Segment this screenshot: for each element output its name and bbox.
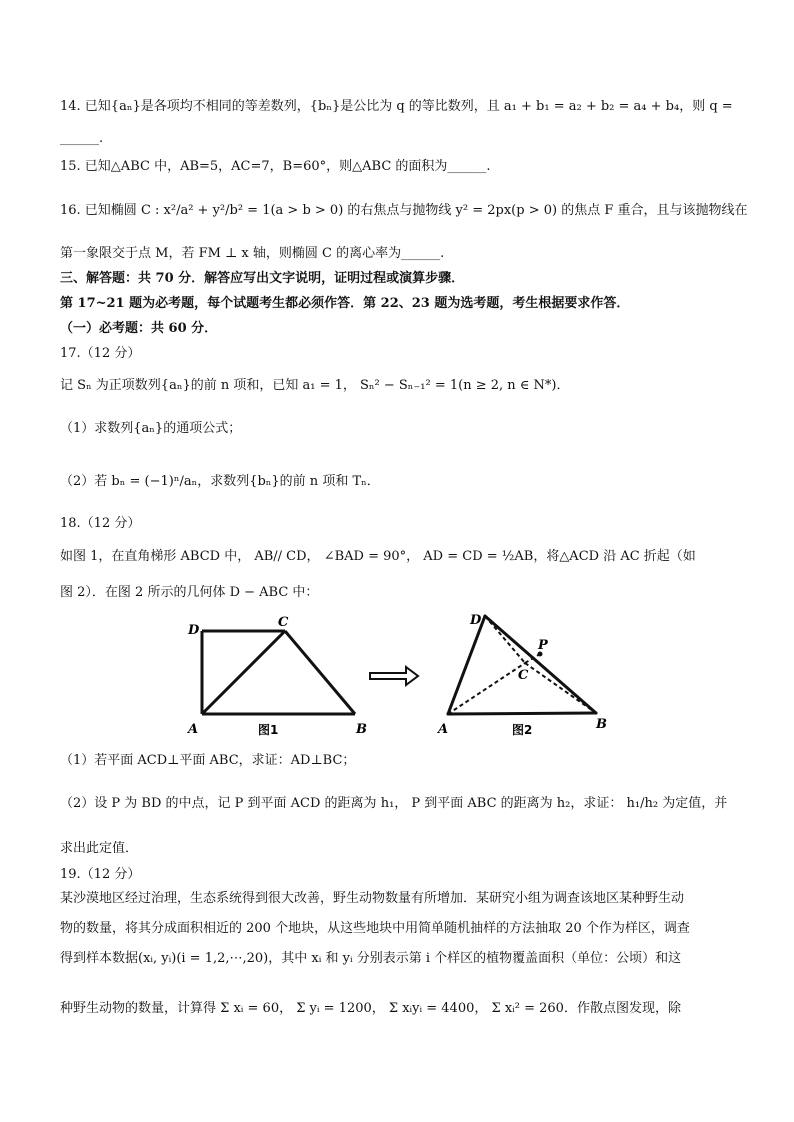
fig2-label-d: D (470, 613, 482, 628)
fig2-label-b: B (596, 717, 607, 732)
section-instructions: 第 17~21 题为必考题，每个试题考生都必须作答．第 22、23 题为选考题，考生根据要求作答． (60, 296, 630, 311)
fig2-edge-dc (485, 616, 525, 663)
q16-line-1: 16. 已知椭圆 C : x²/a² + y²/b² = 1(a > b > 0) 的右焦点与抛物线 y² = 2px(p > 0) 的焦点 F 重合，且与该抛物线在 (60, 203, 748, 218)
q17-heading: 17.（12 分） (60, 346, 141, 361)
q14-line-2: ______. (60, 131, 104, 146)
figure-2 (448, 616, 596, 714)
q18-part-2: （2）设 P 为 BD 的中点，记 P 到平面 ACD 的距离为 h₁， P 到平面 ABC 的距离为 h₂，求证： h₁/h₂ 为定值，并 (60, 796, 728, 811)
fig1-edge-cb (285, 631, 355, 714)
q18-stem-1: 如图 1，在直角梯形 ABCD 中， AB// CD， ∠BAD = 90°， AD = CD = ½AB，将△ACD 沿 AC 折起（如 (60, 549, 696, 564)
fig2-label-c: C (518, 668, 529, 683)
q19-stem-1: 某沙漠地区经过治理，生态系统得到很大改善，野生动物数量有所增加．某研究小组为调查该地区某种野生动 (60, 891, 685, 906)
geometry-figure (180, 606, 620, 740)
q18-heading: 18.（12 分） (60, 516, 141, 531)
q17-part-1: （1）求数列{aₙ}的通项公式； (60, 421, 242, 436)
q19-stem-3: 得到样本数据(xᵢ, yᵢ)(i = 1,2,⋯,20)，其中 xᵢ 和 yᵢ 分别表示第 i 个样区的植物覆盖面积（单位：公顷）和这 (60, 951, 682, 966)
q18-part-1: （1）若平面 ACD⊥平面 ABC，求证：AD⊥BC； (60, 753, 356, 768)
figure-2-hidden-edges (448, 616, 596, 714)
fold-arrow (370, 667, 418, 685)
q14-line-1: 14. 已知{aₙ}是各项均不相同的等差数列，{bₙ}是公比为 q 的等比数列，且 a₁ + b₁ = a₂ + b₂ = a₄ + b₄，则 q = (60, 99, 733, 114)
fig2-edge-ac (448, 663, 525, 714)
fig1-label-c: C (278, 615, 289, 630)
fig2-edge-cb (525, 663, 596, 713)
q19-stem-2: 物的数量，将其分成面积相近的 200 个地块，从这些地块中用简单随机抽样的方法抽取 20 个作为样区，调查 (60, 921, 690, 936)
q18-stem-2: 图 2）．在图 2 所示的几何体 D − ABC 中： (60, 585, 319, 600)
q15-line: 15. 已知△ABC 中，AB=5，AC=7，B=60°，则△ABC 的面积为______. (60, 159, 491, 174)
q16-line-2: 第一象限交于点 M，若 FM ⊥ x 轴，则椭圆 C 的离心率为______. (60, 246, 445, 261)
q19-heading: 19.（12 分） (60, 867, 141, 882)
fig1-label-b: B (356, 722, 367, 737)
fig1-label-d: D (188, 623, 200, 638)
fig1-label-a: A (188, 722, 199, 737)
fig2-edge-db (485, 616, 596, 713)
fig2-edge-da (448, 616, 485, 714)
figure-1 (202, 631, 355, 714)
part-heading: （一）必考题：共 60 分． (60, 321, 218, 336)
q17-part-2: （2）若 bₙ = (−1)ⁿ/aₙ，求数列{bₙ}的前 n 项和 Tₙ． (60, 474, 380, 489)
q17-stem: 记 Sₙ 为正项数列{aₙ}的前 n 项和，已知 a₁ = 1， Sₙ² − Sₙ₋₁² = 1(n ≥ 2, n ∈ N*)． (60, 378, 570, 393)
fig2-label-p: P (538, 638, 548, 653)
fig1-caption: 图1 (258, 723, 279, 737)
q19-stem-4: 种野生动物的数量，计算得 Σ xᵢ = 60， Σ yᵢ = 1200， Σ xᵢyᵢ = 4400， Σ xᵢ² = 260．作散点图发现，除 (60, 1001, 681, 1016)
fig2-label-a: A (438, 722, 449, 737)
fig1-edge-ac (202, 631, 285, 714)
fig2-caption: 图2 (512, 723, 533, 737)
q18-part-2-cont: 求出此定值． (60, 841, 139, 856)
section-heading: 三、解答题：共 70 分．解答应写出文字说明，证明过程或演算步骤． (60, 271, 465, 286)
fig2-edge-ab (448, 713, 596, 714)
geometry-figure-svg (180, 606, 620, 740)
